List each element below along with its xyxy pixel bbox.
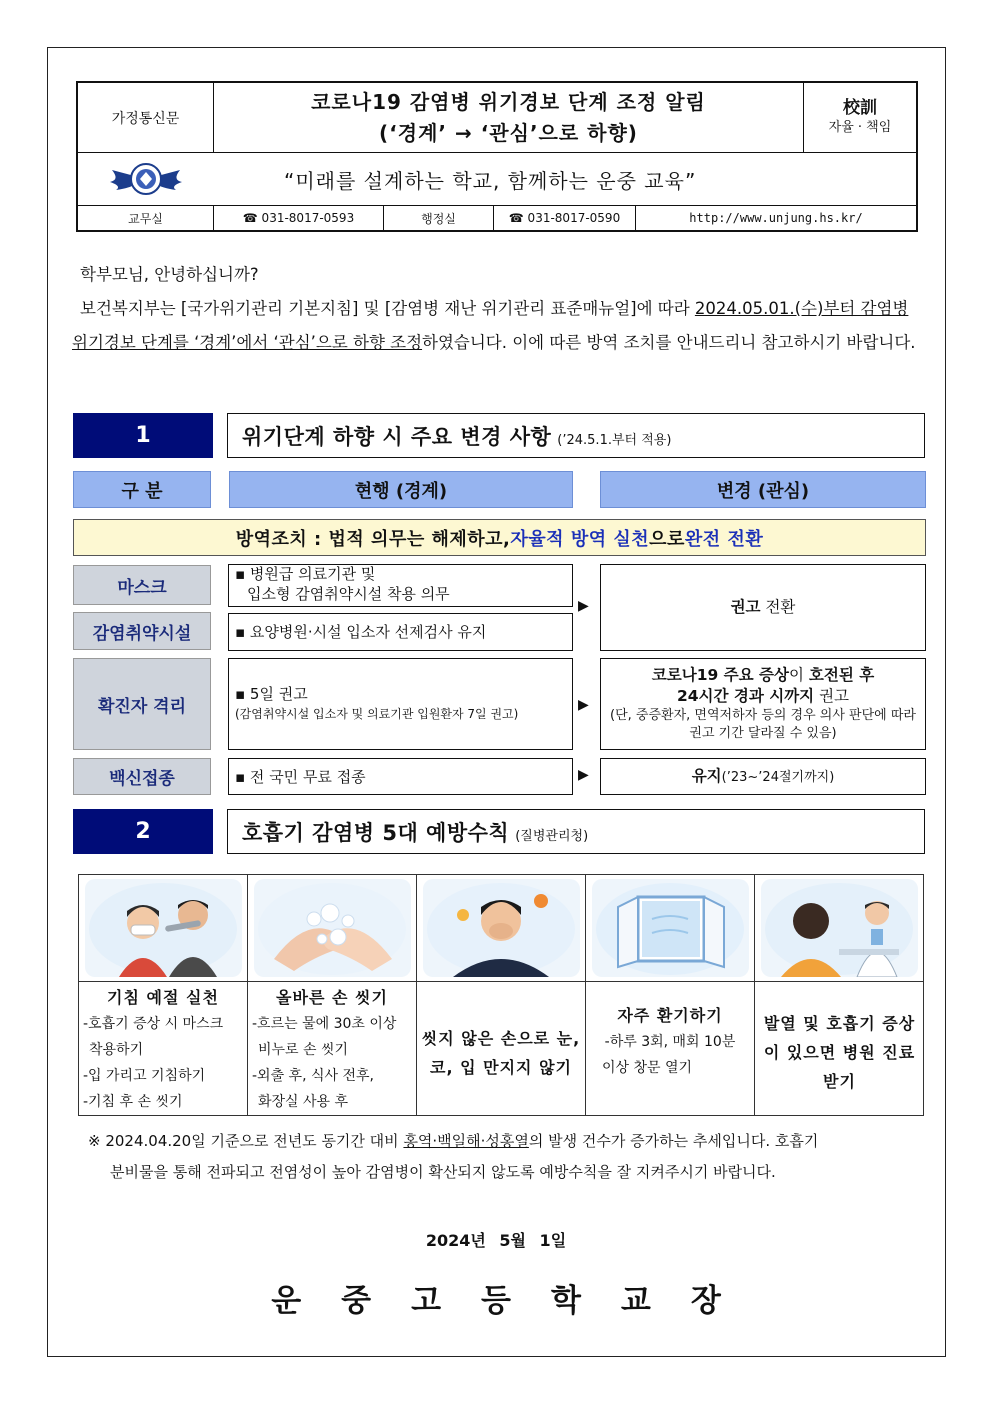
- tip5-title: 발열 및 호흡기 증상이 있으면 병원 진료받기: [763, 1014, 916, 1091]
- open-window-illustration: [592, 879, 749, 977]
- tip4-body: [590, 985, 750, 1081]
- greeting: 학부모님, 안녕하십니까?: [80, 265, 259, 284]
- tip1-line3: -입 가리고 기침하기: [83, 1068, 206, 1084]
- section1-subtitle: (’24.5.1.부터 적용): [557, 433, 672, 448]
- office2-phone: ☎ 031-8017-0590: [494, 206, 636, 230]
- motto-words: 자율 · 책임: [828, 119, 892, 135]
- principal-signature: 운중고등학교장: [271, 1283, 761, 1319]
- row-label-mask: 마스크: [73, 565, 211, 605]
- change-vax-rest: (’23~’24절기까지): [721, 769, 835, 785]
- change-isolation: [600, 658, 926, 750]
- current-isolation-note: (감염취약시설 입소자 및 의료기관 입원환자 7일 권고): [235, 707, 519, 721]
- tip2-line3: -외출 후, 식사 전후,: [252, 1068, 374, 1084]
- tip-ventilation: [586, 875, 755, 1115]
- banner-part-d: 완전 전환: [684, 528, 764, 550]
- tip2-body: [252, 985, 412, 1115]
- change-mask-facility: [600, 564, 926, 651]
- change-vaccine: [600, 758, 926, 795]
- current-facility: [228, 613, 573, 651]
- tip4-line1: -하루 3회, 매회 10분: [604, 1034, 736, 1050]
- section2-title-box: [227, 809, 925, 854]
- cough-mask-illustration: [85, 879, 242, 977]
- intro-p1: 보건복지부는 [국가위기관리 기본지침] 및 [감염병 재난 위기관리 표준매뉴얼]에 따라: [80, 299, 695, 318]
- row-label-facility: 감염취약시설: [73, 612, 211, 650]
- document-title: [214, 83, 804, 153]
- document-type: 가정통신문: [78, 83, 214, 153]
- title-line-2: (‘경계’ → ‘관심’으로 하향): [379, 120, 638, 145]
- col-header-changed: 변경 (관심): [600, 471, 926, 508]
- section2-subtitle: (질병관리청): [515, 829, 589, 844]
- change-mask-rest: 전환: [760, 598, 796, 616]
- section2-title: 호흡기 감염병 5대 예방수칙: [242, 820, 510, 845]
- banner-part-a: 방역조치 : 법적 의무는 해제하고,: [235, 528, 511, 550]
- office2-label: 행정실: [384, 206, 494, 230]
- banner-part-b: 자율적 방역 실천: [510, 528, 650, 550]
- change-iso-line2-bold: 24시간 경과 시까지: [676, 687, 815, 705]
- tip-cough-etiquette: [79, 875, 248, 1115]
- infection-notice: [88, 1126, 918, 1188]
- school-motto: [804, 83, 916, 153]
- change-vax-bold: 유지: [691, 766, 722, 785]
- section2-number: 2: [73, 809, 213, 854]
- tip2-line4: 화장실 사용 후: [258, 1094, 349, 1110]
- notice-line2: 분비물을 통해 전파되고 전염성이 높아 감염병이 확산되지 않도록 예방수칙을 잘 지켜주시기 바랍니다.: [110, 1163, 776, 1181]
- current-vaccine-line1: ▪ 전 국민 무료 접종: [235, 767, 366, 786]
- tip2-line1: -흐르는 물에 30초 이상: [252, 1016, 397, 1032]
- col-header-category: 구 분: [73, 471, 211, 508]
- change-mask-bold: 권고: [730, 598, 761, 616]
- section1-title: 위기단계 하향 시 주요 변경 사항: [242, 424, 552, 449]
- tip2-title: 올바른 손 씻기: [276, 988, 388, 1007]
- notice-diseases: 홍역·백일해·성홍열: [403, 1132, 529, 1150]
- current-isolation-line1: ▪ 5일 권고: [235, 685, 308, 703]
- current-vaccine: [228, 758, 573, 795]
- issue-date: 2024년 5월 1일: [425, 1231, 567, 1250]
- school-slogan: “미래를 설계하는 학교, 함께하는 운중 교육”: [214, 153, 916, 206]
- intro-p1-underlined: 2024.05.01.(수)부터 감염병 위기경보 단계를 ‘경계’에서 ‘관심’으로 하향 조정: [72, 299, 909, 352]
- office1-phone: ☎ 031-8017-0593: [214, 206, 384, 230]
- change-iso-line2-rest: 권고: [814, 687, 850, 705]
- current-mask-line1: ▪ 병원급 의료기관 및: [235, 565, 376, 583]
- tip3-title: 씻지 않은 손으로 눈, 코, 입 만지지 않기: [421, 1028, 581, 1077]
- arrow-right-icon: ▶: [578, 697, 589, 713]
- intro-text: [72, 258, 924, 360]
- tip1-line2: 착용하기: [89, 1042, 144, 1058]
- current-mask: [228, 564, 573, 607]
- row-label-isolation: 확진자 격리: [73, 658, 211, 750]
- tip-hand-washing: [248, 875, 417, 1115]
- arrow-right-icon: ▶: [578, 598, 589, 614]
- intro-p1-end: 하였습니다. 이에 따른 방역 조치를 안내드리니 참고하시기 바랍니다.: [422, 333, 916, 352]
- office1-label: 교무실: [78, 206, 214, 230]
- policy-banner: [73, 519, 926, 556]
- school-emblem-icon: [106, 160, 186, 198]
- change-iso-bold-b: 호전된 후: [808, 666, 875, 684]
- doctor-visit-illustration: [761, 879, 918, 977]
- current-facility-line1: ▪ 요양병원·시설 입소자 선제검사 유지: [235, 623, 487, 641]
- hand-washing-illustration: [254, 879, 411, 977]
- arrow-right-icon: ▶: [578, 767, 589, 783]
- school-website-link[interactable]: http://www.unjung.hs.kr/: [689, 211, 863, 225]
- banner-part-c: 으로: [649, 528, 685, 550]
- col-header-current: 현행 (경계): [229, 471, 573, 508]
- row-label-vaccine: 백신접종: [73, 758, 211, 795]
- current-mask-line2: 입소형 감염취약시설 착용 의무: [247, 585, 450, 603]
- intro-paragraph: [72, 292, 924, 360]
- section1-title-box: [227, 413, 925, 458]
- current-isolation: [228, 658, 573, 750]
- tip1-body: [83, 985, 243, 1115]
- change-iso-mid: 이: [788, 666, 809, 684]
- title-line-1: 코로나19 감염병 위기경보 단계 조정 알림: [311, 89, 706, 114]
- prevention-tips-grid: [78, 874, 924, 1116]
- tip4-line2: 이상 창문 열기: [602, 1060, 693, 1076]
- motto-title: 校訓: [843, 97, 877, 118]
- letterhead: [76, 81, 918, 232]
- tip4-title: 자주 환기하기: [617, 1006, 723, 1025]
- change-iso-bold-a: 코로나19 주요 증상: [651, 666, 789, 684]
- tip-no-face-touching: [417, 875, 586, 1115]
- notice-line1: [88, 1126, 918, 1157]
- notice-part-a: ※ 2024.04.20일 기준으로 전년도 동기간 대비: [88, 1132, 404, 1150]
- tip2-line2: 비누로 손 씻기: [258, 1042, 349, 1058]
- change-iso-note: (단, 중증환자, 면역저하자 등의 경우 의사 판단에 따라 권고 기간 달라질 수 있음): [610, 708, 916, 741]
- tip1-line4: -기침 후 손 씻기: [83, 1094, 183, 1110]
- section1-number: 1: [73, 413, 213, 458]
- tip1-line1: -호흡기 증상 시 마스크: [83, 1016, 224, 1032]
- face-touching-illustration: [423, 879, 580, 977]
- school-logo: [78, 153, 214, 206]
- tip1-title: 기침 예절 실천: [107, 988, 219, 1007]
- tip-see-doctor: [755, 875, 924, 1115]
- notice-part-b: 의 발생 건수가 증가하는 추세입니다. 호흡기: [528, 1132, 819, 1150]
